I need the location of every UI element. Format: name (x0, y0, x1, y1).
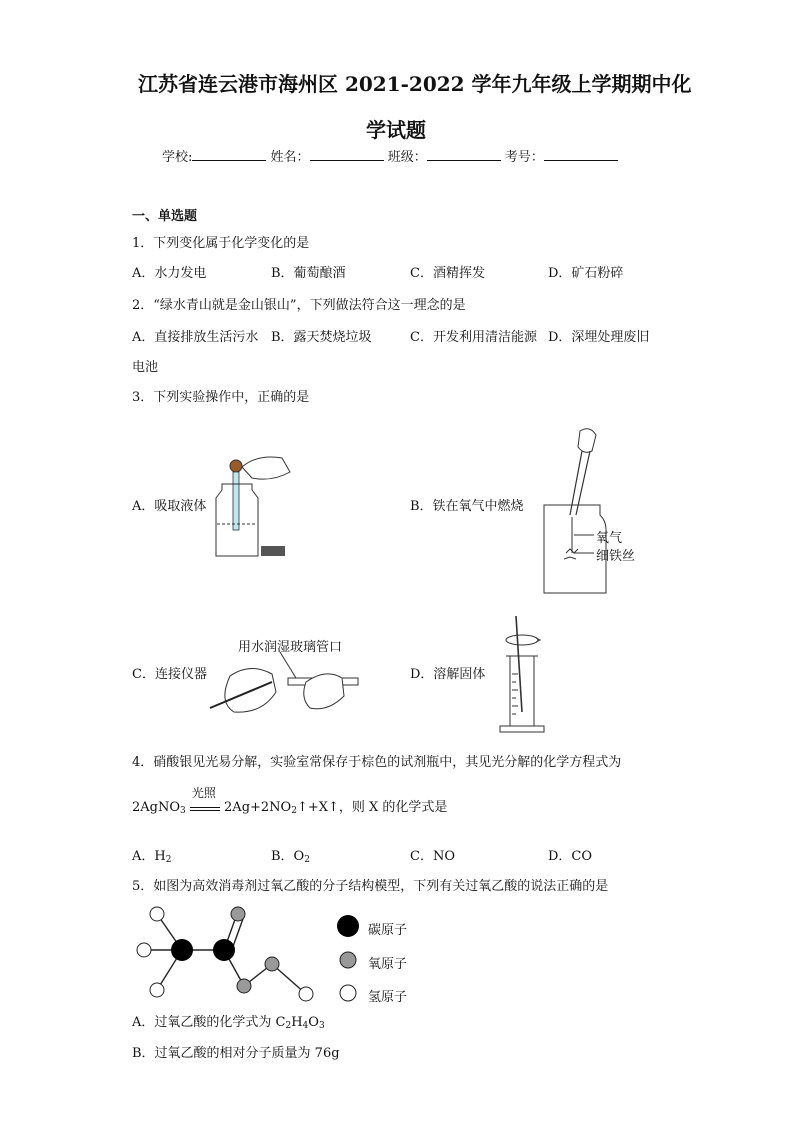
exam-number-field[interactable] (544, 147, 618, 161)
q2-option-b[interactable]: B．露天焚烧垃圾 (271, 330, 372, 345)
q2-option-d[interactable]: D．深埋处理废旧 (548, 330, 650, 345)
section-title: 一、单选题 (132, 209, 198, 224)
oxygen-swatch (340, 952, 356, 968)
wet-tube-label: 用水润湿玻璃管口 (238, 640, 343, 655)
page-title-line2: 学试题 (366, 118, 426, 142)
q3-option-d[interactable]: D．溶解固体 (410, 667, 486, 682)
equation-arrow (190, 786, 220, 811)
sparks (564, 549, 578, 559)
o-atom (237, 979, 251, 993)
c-atom (171, 939, 193, 961)
equation-product: 2Ag+2NO (224, 800, 292, 815)
legend-hydrogen: 氢原子 (368, 990, 408, 1005)
question-3-stem: 3．下列实验操作中，正确的是 (132, 390, 310, 405)
legend-swatches (336, 914, 362, 1006)
dropper-bottle-figure (212, 452, 292, 562)
question-4-stem: 4．硝酸银见光易分解，实验室常保存于棕色的试剂瓶中，其见光分解的化学方程式为 (132, 755, 622, 770)
question-1-stem: 1．下列变化属于化学变化的是 (132, 236, 310, 251)
q3-option-a[interactable]: A．吸取液体 (132, 499, 207, 514)
q1-option-b[interactable]: B．葡萄酿酒 (271, 266, 346, 281)
iron-burning-figure (540, 425, 650, 595)
hand-shape (242, 457, 290, 479)
student-info-fields (162, 147, 618, 166)
peracetic-acid-model (130, 900, 330, 1006)
q1-option-a[interactable]: A．水力发电 (132, 266, 207, 281)
o-atom (231, 907, 245, 921)
class-label: 班级： (387, 150, 427, 165)
q2-option-a[interactable]: A．直接排放生活污水 (132, 330, 259, 345)
stir-arrow (506, 635, 538, 645)
label-pointer (280, 652, 296, 678)
equation-tail: ↑+X↑，则 X 的化学式是 (296, 800, 448, 815)
iron-wire-label: 细铁丝 (596, 549, 636, 564)
q5-option-b[interactable]: B．过氧乙酸的相对分子质量为 76g (132, 1046, 340, 1061)
q5-option-a[interactable]: A．过氧乙酸的化学式为 $C_2H_4O_3$ (132, 1015, 325, 1031)
connecting-instruments-figure (210, 652, 360, 718)
q4-option-d[interactable]: D．CO (548, 849, 593, 864)
legend-oxygen: 氧原子 (368, 957, 408, 972)
page-title: 江苏省连云港市海州区 2021-2022 学年九年级上学期期中化 (138, 72, 692, 96)
class-field[interactable] (427, 147, 501, 161)
h-atom (299, 987, 313, 1001)
q2-option-c[interactable]: C．开发利用清洁能源 (410, 330, 537, 345)
hydrogen-swatch (340, 985, 356, 1001)
oxygen-label: 氧气 (596, 531, 623, 546)
q3-option-c[interactable]: C．连接仪器 (132, 667, 207, 682)
school-field[interactable] (192, 147, 266, 161)
dissolving-figure (496, 614, 560, 736)
q4-equation (132, 786, 448, 819)
h-atom (150, 983, 164, 997)
graduated-cylinder (506, 656, 538, 726)
school-label: 学校: (162, 150, 193, 165)
equation-reactant-sub: 3 (180, 806, 186, 816)
h-atom (137, 943, 151, 957)
question-2-stem: 2．“绿水青山就是金山银山”，下列做法符合这一理念的是 (132, 298, 466, 313)
legend-carbon: 碳原子 (368, 923, 408, 938)
glass-rod (516, 616, 522, 712)
q1-option-d[interactable]: D．矿石粉碎 (548, 266, 624, 281)
q4-option-c[interactable]: C．NO (410, 849, 455, 864)
right-hand (304, 674, 344, 709)
q4-option-a[interactable]: A．$H_2$ (132, 849, 172, 865)
o-atom (265, 957, 279, 971)
q4-option-b[interactable]: B．$O_2$ (271, 849, 310, 865)
tongs-grip (578, 429, 596, 453)
q1-option-c[interactable]: C．酒精挥发 (410, 266, 485, 281)
equation-reactant: 2AgNO (132, 800, 181, 815)
rubber-bulb (230, 460, 242, 472)
question-5-stem: 5．如图为高效消毒剂过氧乙酸的分子结构模型，下列有关过氧乙酸的说法正确的是 (132, 879, 609, 894)
exam-number-label: 考号： (504, 150, 544, 165)
carbon-swatch (337, 915, 359, 937)
q3-option-b[interactable]: B．铁在氧气中燃烧 (410, 499, 524, 514)
scale-marks (512, 674, 518, 714)
name-label: 姓名： (270, 150, 310, 165)
name-field[interactable] (310, 147, 384, 161)
cylinder-base (500, 726, 544, 732)
bottle-stopper (261, 546, 285, 556)
q2-option-d-wrap: 电池 (132, 360, 159, 375)
h-atom (150, 907, 164, 921)
equation-condition: 光照 (191, 786, 216, 800)
equation-product-sub: 2 (291, 806, 297, 816)
c-atom (213, 939, 235, 961)
dropper-tube (233, 472, 239, 530)
